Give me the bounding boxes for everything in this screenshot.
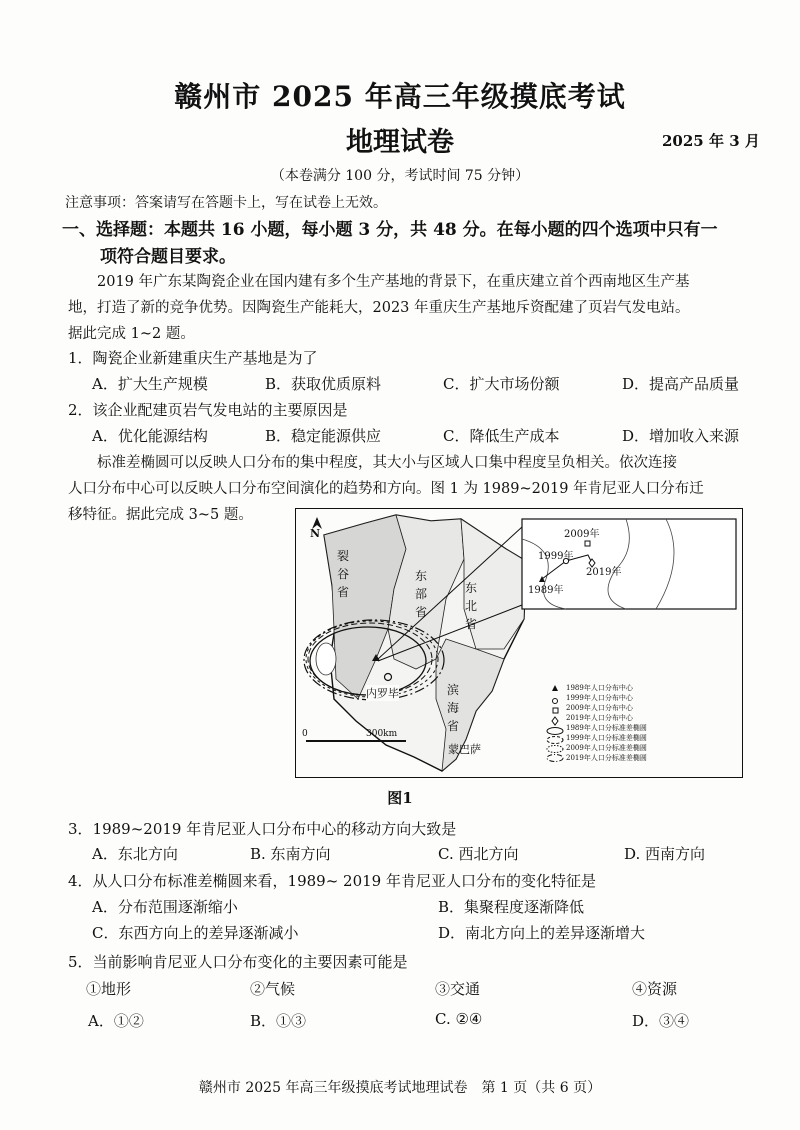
q1-option-d: D．提高产品质量: [622, 375, 740, 393]
q4-option-b: B．集聚程度逐渐降低: [438, 898, 585, 916]
label-mombasa: 蒙巴萨: [448, 743, 481, 756]
legend-symbol-1989-center: [552, 685, 558, 691]
q4-option-c: C．东西方向上的差异逐渐减小: [92, 924, 299, 942]
q5-option-d: D．③④: [632, 1012, 690, 1030]
legend-1999-center: 1999年人口分布中心: [566, 694, 633, 702]
q5-item-3: ③交通: [435, 980, 481, 998]
center-2009: [585, 541, 590, 546]
q5-item-4: ④资源: [632, 980, 678, 998]
label-northeast-province: 东北省: [464, 581, 477, 631]
passage1-line: 地，打造了新的竞争优势。因陶瓷生产能耗大，2023 年重庆生产基地斥资配建了页岩气发电站。: [68, 300, 690, 316]
q3-option-b: B. 东南方向: [250, 845, 331, 863]
legend-2009-center: 2009年人口分布中心: [566, 704, 633, 712]
q2-option-b: B．稳定能源供应: [265, 427, 382, 445]
passage2-line: 人口分布中心可以反映人口分布空间演化的趋势和方向。图 1 为 1989~2019 年肯尼亚人口分布迁: [68, 481, 704, 497]
question-2-stem: 2．该企业配建页岩气发电站的主要原因是: [68, 401, 348, 419]
question-1-stem: 1．陶瓷企业新建重庆生产基地是为了: [68, 349, 318, 367]
label-eastern-province: 东部省: [414, 569, 427, 619]
passage1-line: 2019 年广东某陶瓷企业在国内建有多个生产基地的背景下，在重庆建立首个西南地区生产基: [68, 274, 690, 290]
passage1-line: 据此完成 1~2 题。: [68, 326, 195, 342]
figure-caption: 图1: [387, 789, 413, 807]
q3-option-c: C. 西北方向: [438, 845, 519, 863]
q5-option-a: A．①②: [88, 1012, 144, 1030]
inset-label-2009: 2009年: [564, 529, 600, 540]
inset-label-1989: 1989年: [528, 585, 564, 596]
question-5-stem: 5．当前影响肯尼亚人口分布变化的主要因素可能是: [68, 953, 408, 971]
passage2-line: 移特征。据此完成 3~5 题。: [68, 507, 253, 523]
section-heading-cont: 项符合题目要求。: [100, 247, 236, 267]
legend-symbol-1999-ellipse: [547, 737, 563, 744]
legend-symbol-2019-ellipse: [547, 755, 563, 762]
passage2-line: 标准差椭圆可以反映人口分布的集中程度，其大小与区域人口集中程度呈负相关。依次连接: [68, 455, 677, 471]
q1-option-a: A．扩大生产规模: [92, 375, 208, 393]
section-heading: 一、选择题：本题共 16 小题，每小题 3 分，共 48 分。在每小题的四个选项中只有一: [62, 220, 718, 240]
legend-symbol-2009-ellipse: [547, 746, 563, 753]
scale-zero: 0: [302, 729, 308, 739]
q1-option-c: C．扩大市场份额: [443, 375, 560, 393]
q5-option-b: B．①③: [250, 1012, 307, 1030]
label-nairobi: 内罗毕: [366, 687, 399, 700]
legend-symbol-2009-center: [553, 708, 558, 713]
north-label: N: [310, 527, 321, 540]
paper-subject: 地理试卷: [346, 127, 454, 158]
lake-victoria: [316, 643, 336, 675]
notice: 注意事项：答案请写在答题卡上，写在试卷上无效。: [65, 195, 387, 211]
kenya-population-map: [295, 508, 743, 778]
q2-option-c: C．降低生产成本: [443, 427, 560, 445]
inset-label-1999: 1999年: [538, 551, 574, 562]
legend-1999-ellipse: 1999年人口分标准差椭圆: [566, 734, 647, 742]
exam-date: 2025 年 3 月: [662, 132, 760, 150]
legend-2019-center: 2019年人口分布中心: [566, 714, 633, 722]
legend-symbol-1989-ellipse: [547, 728, 563, 735]
legend-symbol-1999-center: [553, 699, 558, 704]
q5-item-2: ②气候: [250, 980, 296, 998]
inset-label-2019: 2019年: [586, 567, 622, 578]
q4-option-a: A．分布范围逐渐缩小: [92, 898, 238, 916]
q1-option-b: B．获取优质原料: [265, 375, 382, 393]
label-coast-province: 滨海省: [446, 683, 459, 733]
legend-2019-ellipse: 2019年人口分标准差椭圆: [566, 754, 647, 762]
q2-option-a: A．优化能源结构: [92, 427, 208, 445]
map-drawing: [296, 509, 742, 777]
page-title: 赣州市 2025 年高三年级摸底考试: [174, 80, 626, 113]
q3-option-d: D. 西南方向: [624, 845, 706, 863]
legend-symbol-2019-center: [552, 717, 558, 725]
question-4-stem: 4．从人口分布标准差椭圆来看，1989~ 2019 年肯尼亚人口分布的变化特征是: [68, 872, 596, 890]
scale-distance: 300km: [366, 729, 398, 739]
page-footer: 赣州市 2025 年高三年级摸底考试地理试卷 第 1 页（共 6 页）: [198, 1080, 602, 1096]
question-3-stem: 3．1989~2019 年肯尼亚人口分布中心的移动方向大致是: [68, 820, 457, 838]
label-rift-province: 裂谷省: [336, 549, 349, 599]
legend-1989-center: 1989年人口分布中心: [566, 684, 633, 692]
q5-option-c: C. ②④: [435, 1010, 483, 1028]
q3-option-a: A．东北方向: [92, 845, 178, 863]
legend-1989-ellipse: 1989年人口分标准差椭圆: [566, 724, 647, 732]
q2-option-d: D．增加收入来源: [622, 427, 740, 445]
q4-option-d: D．南北方向上的差异逐渐增大: [438, 924, 646, 942]
q5-item-1: ①地形: [86, 980, 132, 998]
legend-2009-ellipse: 2009年人口分标准差椭圆: [566, 744, 647, 752]
exam-meta: （本卷满分 100 分，考试时间 75 分钟）: [270, 168, 530, 184]
